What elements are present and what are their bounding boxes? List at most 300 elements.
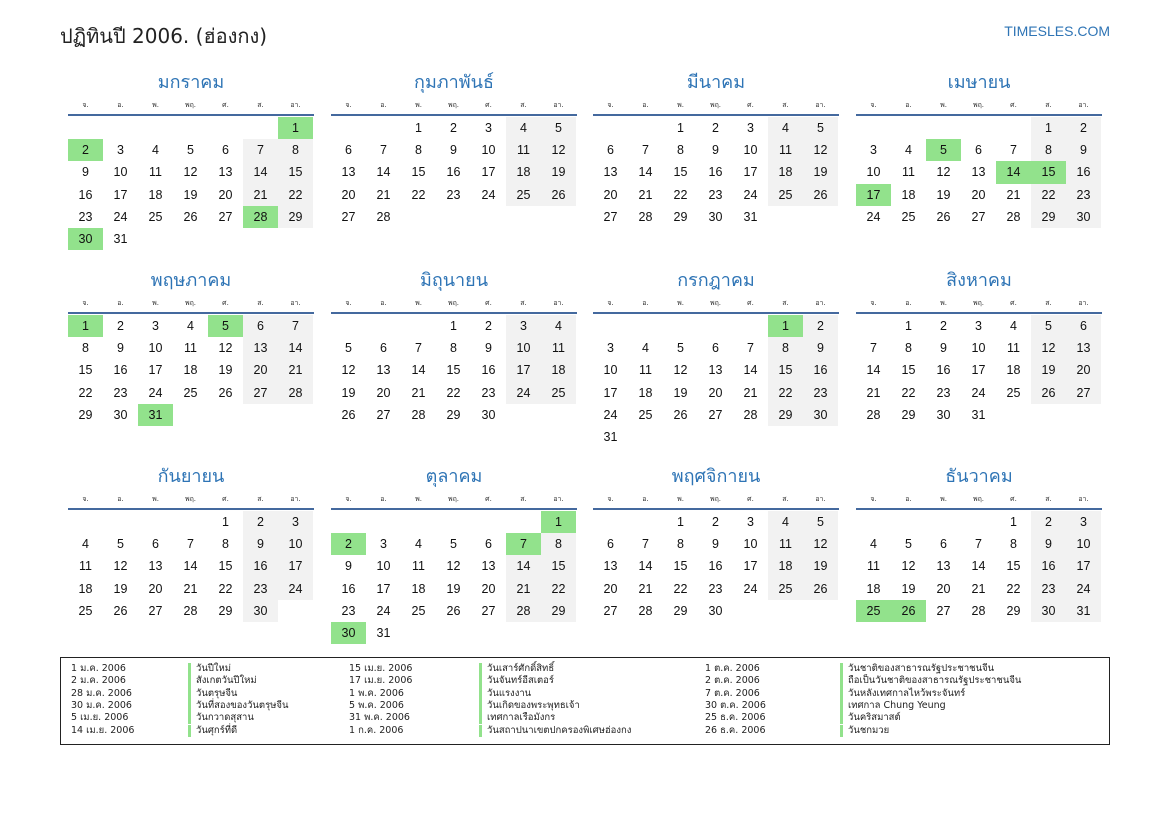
day-cell: 12	[673, 363, 688, 378]
weekday-header	[68, 490, 314, 510]
day-cell: 22	[1006, 581, 1021, 596]
day-cell: 25	[901, 209, 916, 224]
day-cell: 10	[743, 537, 758, 552]
weekday-label: พฤ.	[972, 494, 985, 503]
weekday-label: พฤ.	[447, 100, 460, 109]
empty-cell	[996, 117, 1031, 139]
day-cell: 30	[708, 603, 723, 618]
day-cell: 13	[603, 559, 618, 574]
weekend-day-cell: 10	[506, 337, 541, 359]
weekday-label: จ.	[607, 494, 614, 503]
weekend-day-cell: 31	[1066, 600, 1101, 622]
month-name: มกราคม	[157, 72, 225, 93]
day-cell: 3	[380, 537, 387, 552]
day-cell: 28	[638, 603, 653, 618]
holiday-name: วันตรุษจีน	[188, 688, 237, 700]
holiday-name: วันหลังเทศกาลไหว้พระจันทร์	[840, 688, 965, 700]
holiday-day-cell: 25	[856, 600, 891, 622]
weekday-label: ส.	[520, 100, 527, 109]
day-cell: 29	[901, 407, 916, 422]
holiday-day-cell: 28	[243, 206, 278, 228]
day-cell: 18	[148, 187, 163, 202]
day-cell: 10	[971, 341, 986, 356]
day-cell: 21	[1006, 187, 1021, 202]
day-cell: 18	[1006, 363, 1021, 378]
weekend-day-cell: 8	[768, 337, 803, 359]
day-cell: 20	[708, 385, 723, 400]
weekday-label: อา.	[290, 494, 301, 503]
day-cell: 2	[450, 121, 457, 135]
empty-cell	[138, 117, 173, 139]
day-cell: 7	[747, 341, 754, 356]
day-cell: 27	[376, 407, 391, 422]
weekday-label: อา.	[815, 100, 826, 109]
empty-cell	[628, 315, 663, 337]
day-cell: 14	[411, 363, 426, 378]
empty-cell	[961, 511, 996, 533]
holiday-name: เทศกาลเรือมังกร	[479, 712, 555, 724]
weekday-label: อ.	[642, 100, 649, 109]
weekday-label: พ.	[152, 100, 159, 109]
day-cell: 2	[485, 319, 492, 333]
empty-cell	[961, 117, 996, 139]
day-cell: 7	[642, 537, 649, 552]
day-cell: 21	[866, 385, 881, 400]
day-cell: 12	[446, 559, 461, 574]
day-cell: 10	[113, 165, 128, 180]
weekend-day-cell: 25	[768, 184, 803, 206]
day-grid	[856, 117, 1102, 228]
day-cell: 30	[481, 407, 496, 422]
day-cell: 16	[936, 363, 951, 378]
weekend-day-cell: 21	[278, 359, 313, 381]
holiday-date: 5 พ.ค. 2006	[349, 699, 404, 711]
day-cell: 21	[183, 581, 198, 596]
day-cell: 19	[936, 187, 951, 202]
day-cell: 7	[975, 537, 982, 552]
day-cell: 20	[971, 187, 986, 202]
weekday-header	[68, 96, 314, 116]
day-cell: 27	[603, 209, 618, 224]
day-cell: 22	[901, 385, 916, 400]
day-cell: 13	[148, 559, 163, 574]
weekend-day-cell: 7	[243, 139, 278, 161]
weekend-day-cell: 8	[541, 533, 576, 555]
day-cell: 28	[743, 407, 758, 422]
day-cell: 11	[149, 165, 162, 180]
holiday-name: วันศุกร์ที่ดี	[188, 725, 237, 737]
day-cell: 14	[743, 363, 758, 378]
day-cell: 6	[345, 143, 352, 158]
day-cell: 1	[222, 515, 229, 529]
empty-cell	[733, 315, 768, 337]
brand-link[interactable]: TIMESLES.COM	[1004, 23, 1110, 39]
weekday-label: อา.	[290, 298, 301, 307]
weekend-day-cell: 3	[506, 315, 541, 337]
day-cell: 18	[411, 581, 426, 596]
weekend-day-cell: 25	[541, 382, 576, 404]
weekday-label: ศ.	[747, 298, 754, 307]
day-cell: 17	[603, 385, 618, 400]
holiday-date: 2 ม.ค. 2006	[71, 675, 126, 687]
weekend-day-cell: 9	[1066, 139, 1101, 161]
holiday-date: 14 เม.ย. 2006	[71, 724, 135, 736]
day-cell: 6	[152, 537, 159, 552]
day-cell: 20	[936, 581, 951, 596]
weekday-label: จ.	[82, 100, 89, 109]
day-cell: 13	[481, 559, 496, 574]
holiday-name: วันคริสมาสต์	[840, 712, 901, 724]
weekday-label: ศ.	[747, 100, 754, 109]
day-cell: 14	[638, 165, 653, 180]
day-cell: 21	[411, 385, 426, 400]
day-cell: 9	[450, 143, 457, 158]
weekday-label: อ.	[380, 100, 387, 109]
month-name: พฤศจิกายน	[671, 466, 761, 487]
day-grid	[593, 315, 839, 448]
day-cell: 27	[218, 209, 233, 224]
day-cell: 26	[341, 407, 356, 422]
weekday-label: อ.	[380, 298, 387, 307]
day-cell: 8	[905, 341, 912, 356]
weekend-day-cell: 19	[1031, 359, 1066, 381]
weekday-label: อ.	[642, 298, 649, 307]
holiday-day-cell: 1	[68, 315, 103, 337]
day-cell: 8	[415, 143, 422, 158]
day-cell: 10	[148, 341, 163, 356]
day-cell: 9	[117, 341, 124, 356]
empty-cell	[243, 117, 278, 139]
empty-cell	[436, 511, 471, 533]
weekend-day-cell: 23	[1066, 184, 1101, 206]
holiday-date: 2 ต.ค. 2006	[705, 675, 760, 687]
day-cell: 1	[677, 121, 684, 135]
day-cell: 9	[940, 341, 947, 356]
day-cell: 16	[78, 187, 93, 202]
weekend-day-cell: 13	[243, 337, 278, 359]
day-grid	[593, 511, 839, 622]
day-cell: 31	[603, 429, 618, 444]
day-cell: 5	[117, 537, 124, 552]
day-cell: 16	[446, 165, 461, 180]
empty-cell	[856, 117, 891, 139]
holiday-day-cell: 31	[138, 404, 173, 426]
day-cell: 12	[901, 559, 916, 574]
holiday-day-cell: 17	[856, 184, 891, 206]
day-cell: 17	[148, 363, 163, 378]
day-cell: 26	[446, 603, 461, 618]
day-cell: 24	[113, 209, 128, 224]
weekend-day-cell: 28	[278, 382, 313, 404]
day-cell: 3	[747, 121, 754, 135]
weekday-label: อา.	[553, 494, 564, 503]
weekday-label: ส.	[782, 100, 789, 109]
month-name: มีนาคม	[686, 72, 746, 93]
weekend-day-cell: 3	[278, 511, 313, 533]
weekend-day-cell: 7	[278, 315, 313, 337]
day-cell: 7	[642, 143, 649, 158]
holiday-date: 7 ต.ค. 2006	[705, 687, 760, 699]
weekday-label: ศ.	[1010, 298, 1017, 307]
weekend-day-cell: 29	[768, 404, 803, 426]
weekend-day-cell: 22	[768, 382, 803, 404]
weekday-label: อ.	[380, 494, 387, 503]
day-cell: 13	[603, 165, 618, 180]
day-cell: 30	[113, 407, 128, 422]
day-cell: 4	[152, 143, 159, 158]
day-cell: 24	[743, 581, 758, 596]
day-cell: 17	[971, 363, 986, 378]
day-cell: 8	[677, 143, 684, 158]
month-calendar	[856, 268, 1102, 426]
empty-cell	[366, 315, 401, 337]
holiday-name: วันจันทร์อีสเตอร์	[479, 675, 554, 687]
weekend-day-cell: 14	[506, 555, 541, 577]
day-cell: 14	[866, 363, 881, 378]
day-cell: 19	[446, 581, 461, 596]
day-cell: 25	[1006, 385, 1021, 400]
holiday-name: วันที่สองของวันตรุษจีน	[188, 700, 289, 712]
day-cell: 8	[222, 537, 229, 552]
weekday-label: พ.	[152, 298, 159, 307]
empty-cell	[208, 117, 243, 139]
day-cell: 10	[743, 143, 758, 158]
day-cell: 18	[866, 581, 881, 596]
day-cell: 17	[376, 581, 391, 596]
weekend-day-cell: 12	[541, 139, 576, 161]
month-calendar	[68, 70, 314, 250]
empty-cell	[698, 315, 733, 337]
weekday-label: อา.	[1078, 494, 1089, 503]
month-calendar	[331, 268, 577, 426]
day-cell: 19	[113, 581, 128, 596]
weekend-day-cell: 23	[803, 382, 838, 404]
weekend-day-cell: 30	[1031, 600, 1066, 622]
day-cell: 12	[218, 341, 233, 356]
weekend-day-cell: 10	[1066, 533, 1101, 555]
weekday-label: พฤ.	[184, 100, 197, 109]
day-cell: 13	[971, 165, 986, 180]
day-cell: 21	[638, 187, 653, 202]
holiday-name: วันแรงงาน	[479, 688, 531, 700]
weekend-day-cell: 4	[768, 117, 803, 139]
day-cell: 14	[376, 165, 391, 180]
day-grid	[593, 117, 839, 228]
weekend-day-cell: 16	[1066, 161, 1101, 183]
holiday-name: วันปีใหม่	[188, 663, 231, 675]
day-cell: 18	[183, 363, 198, 378]
weekday-label: อา.	[815, 298, 826, 307]
weekday-label: พฤ.	[972, 100, 985, 109]
day-grid	[331, 511, 577, 644]
empty-cell	[366, 117, 401, 139]
weekend-day-cell: 5	[803, 117, 838, 139]
weekday-header	[856, 96, 1102, 116]
day-cell: 10	[376, 559, 391, 574]
day-cell: 10	[603, 363, 618, 378]
weekday-label: พ.	[677, 100, 684, 109]
day-cell: 13	[218, 165, 233, 180]
weekday-label: ศ.	[222, 298, 229, 307]
weekend-day-cell: 5	[541, 117, 576, 139]
day-cell: 23	[341, 603, 356, 618]
weekend-day-cell: 12	[803, 533, 838, 555]
day-cell: 27	[603, 603, 618, 618]
weekend-day-cell: 17	[1066, 555, 1101, 577]
holiday-name: วันสถาปนาเขตปกครองพิเศษฮ่องกง	[479, 725, 631, 737]
day-cell: 1	[905, 319, 912, 333]
weekday-label: อ.	[642, 494, 649, 503]
weekday-label: พฤ.	[447, 298, 460, 307]
weekday-label: ส.	[257, 100, 264, 109]
empty-cell	[138, 511, 173, 533]
weekend-day-cell: 9	[1031, 533, 1066, 555]
day-cell: 3	[485, 121, 492, 135]
weekend-day-cell: 2	[1031, 511, 1066, 533]
weekend-day-cell: 29	[278, 206, 313, 228]
day-cell: 27	[481, 603, 496, 618]
holiday-day-cell: 30	[331, 622, 366, 644]
day-cell: 27	[341, 209, 356, 224]
day-cell: 9	[82, 165, 89, 180]
day-grid	[856, 315, 1102, 426]
day-cell: 21	[971, 581, 986, 596]
weekend-day-cell: 29	[1031, 206, 1066, 228]
weekday-label: ส.	[782, 494, 789, 503]
weekday-label: อ.	[117, 298, 124, 307]
weekday-label: พ.	[415, 494, 422, 503]
weekday-header	[331, 490, 577, 510]
weekend-day-cell: 27	[243, 382, 278, 404]
day-cell: 20	[341, 187, 356, 202]
weekend-day-cell: 18	[541, 359, 576, 381]
day-cell: 28	[866, 407, 881, 422]
day-grid	[856, 511, 1102, 622]
day-cell: 3	[117, 143, 124, 158]
day-cell: 24	[603, 407, 618, 422]
empty-cell	[593, 117, 628, 139]
weekday-label: ศ.	[1010, 494, 1017, 503]
day-cell: 16	[113, 363, 128, 378]
holiday-day-cell: 1	[278, 117, 313, 139]
weekday-label: พฤ.	[972, 298, 985, 307]
empty-cell	[856, 511, 891, 533]
weekday-label: พ.	[677, 494, 684, 503]
day-cell: 2	[117, 319, 124, 333]
weekday-label: พ.	[415, 100, 422, 109]
day-cell: 23	[936, 385, 951, 400]
weekday-label: จ.	[607, 100, 614, 109]
empty-cell	[331, 117, 366, 139]
weekday-label: จ.	[345, 100, 352, 109]
day-cell: 12	[341, 363, 356, 378]
weekday-label: จ.	[870, 494, 877, 503]
holiday-date: 1 ต.ค. 2006	[705, 663, 760, 674]
day-cell: 29	[218, 603, 233, 618]
weekday-label: อา.	[815, 494, 826, 503]
weekend-day-cell: 17	[506, 359, 541, 381]
weekend-day-cell: 11	[768, 139, 803, 161]
day-cell: 24	[376, 603, 391, 618]
weekday-label: ศ.	[1010, 100, 1017, 109]
day-cell: 22	[446, 385, 461, 400]
month-calendar	[593, 70, 839, 228]
empty-cell	[891, 511, 926, 533]
holiday-date: 17 เม.ย. 2006	[349, 675, 413, 687]
day-cell: 6	[380, 341, 387, 356]
day-cell: 1	[677, 515, 684, 529]
holiday-date: 5 เม.ย. 2006	[71, 712, 129, 724]
weekday-header	[593, 294, 839, 314]
weekend-day-cell: 2	[803, 315, 838, 337]
day-cell: 11	[412, 559, 425, 574]
weekday-label: พฤ.	[447, 494, 460, 503]
day-cell: 6	[975, 143, 982, 158]
weekend-day-cell: 9	[803, 337, 838, 359]
weekday-header	[856, 490, 1102, 510]
weekend-day-cell: 29	[541, 600, 576, 622]
empty-cell	[593, 315, 628, 337]
day-cell: 6	[485, 537, 492, 552]
day-cell: 1	[415, 121, 422, 135]
day-cell: 22	[78, 385, 93, 400]
day-cell: 28	[183, 603, 198, 618]
weekend-day-cell: 8	[278, 139, 313, 161]
holiday-day-cell: 2	[68, 139, 103, 161]
day-cell: 2	[712, 121, 719, 135]
day-cell: 4	[415, 537, 422, 552]
day-cell: 22	[411, 187, 426, 202]
empty-cell	[471, 511, 506, 533]
weekend-day-cell: 27	[1066, 382, 1101, 404]
holiday-day-cell: 5	[926, 139, 961, 161]
weekend-day-cell: 16	[803, 359, 838, 381]
day-cell: 15	[78, 363, 93, 378]
weekend-day-cell: 4	[506, 117, 541, 139]
holiday-day-cell: 15	[1031, 161, 1066, 183]
empty-cell	[401, 315, 436, 337]
empty-cell	[68, 511, 103, 533]
day-cell: 5	[345, 341, 352, 356]
weekday-label: ศ.	[485, 100, 492, 109]
day-cell: 20	[218, 187, 233, 202]
empty-cell	[593, 511, 628, 533]
day-cell: 17	[481, 165, 496, 180]
holiday-date: 31 พ.ค. 2006	[349, 712, 410, 724]
weekend-day-cell: 24	[278, 578, 313, 600]
day-cell: 15	[446, 363, 461, 378]
empty-cell	[926, 117, 961, 139]
holiday-date: 25 ธ.ค. 2006	[705, 712, 766, 724]
holiday-day-cell: 5	[208, 315, 243, 337]
day-cell: 5	[677, 341, 684, 356]
holiday-date: 30 ม.ค. 2006	[71, 699, 132, 711]
weekday-label: ส.	[1045, 298, 1052, 307]
day-cell: 3	[607, 341, 614, 356]
month-calendar	[593, 268, 839, 448]
day-cell: 6	[712, 341, 719, 356]
day-cell: 11	[79, 559, 92, 574]
day-cell: 15	[901, 363, 916, 378]
weekend-day-cell: 19	[803, 161, 838, 183]
day-cell: 8	[677, 537, 684, 552]
day-cell: 29	[78, 407, 93, 422]
holiday-name: วันเกิดของพระพุทธเจ้า	[479, 700, 580, 712]
day-grid	[68, 117, 314, 250]
day-cell: 10	[481, 143, 496, 158]
weekend-day-cell: 5	[1031, 315, 1066, 337]
weekday-label: ศ.	[485, 494, 492, 503]
